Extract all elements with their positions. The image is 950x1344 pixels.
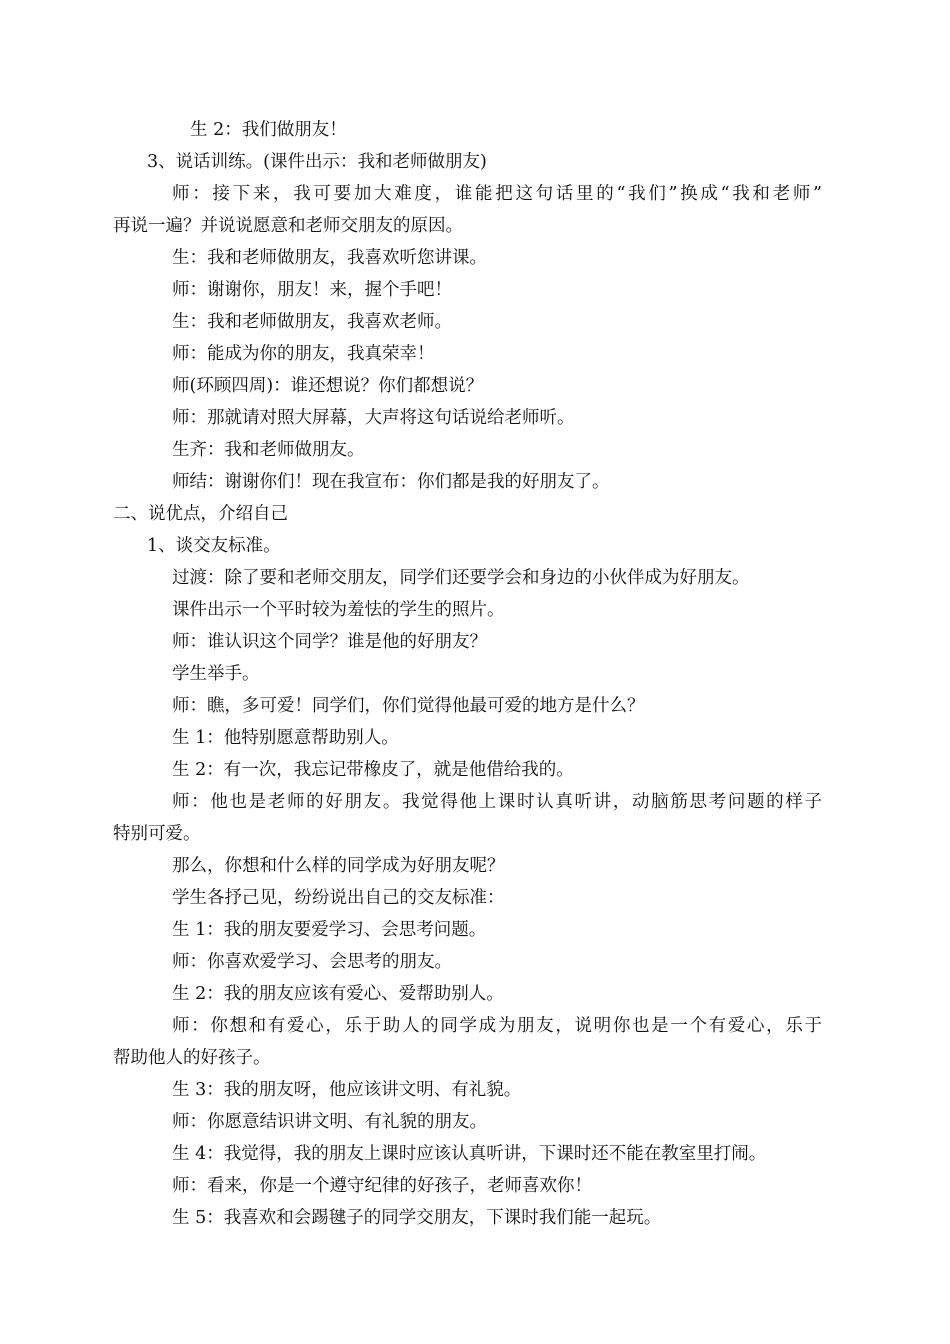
section-heading: 二、说优点，介绍自己 (113, 504, 288, 524)
text-line: 再说一遍？并说说愿意和老师交朋友的原因。 (113, 216, 463, 236)
text-line: 师：谁认识这个同学？谁是他的好朋友？ (172, 632, 487, 652)
text-line: 生 2：我们做朋友！ (190, 120, 347, 140)
text-line: 师(环顾四周)：谁还想说？你们都想说？ (172, 376, 484, 396)
subsection-heading: 1、谈交友标准。 (147, 536, 281, 556)
text-line: 生 1：我的朋友要爱学习、会思考问题。 (172, 920, 487, 940)
text-line: 帮助他人的好孩子。 (113, 1048, 271, 1068)
text-line: 生：我和老师做朋友，我喜欢听您讲课。 (172, 248, 487, 268)
text-line: 课件出示一个平时较为羞怯的学生的照片。 (172, 600, 505, 620)
text-line: 师：瞧，多可爱！同学们，你们觉得他最可爱的地方是什么？ (172, 696, 645, 716)
text-line: 师：你喜欢爱学习、会思考的朋友。 (172, 952, 452, 972)
text-line: 师：看来，你是一个遵守纪律的好孩子，老师喜欢你！ (172, 1176, 592, 1196)
text-line: 师：你想和有爱心，乐于助人的同学成为朋友，说明你也是一个有爱心，乐于 (172, 1016, 822, 1036)
text-line: 生 1：他特别愿意帮助别人。 (172, 728, 399, 748)
text-line: 师结：谢谢你们！现在我宣布：你们都是我的好朋友了。 (172, 472, 610, 492)
text-line: 那么，你想和什么样的同学成为好朋友呢？ (172, 856, 505, 876)
text-line: 生齐：我和老师做朋友。 (172, 440, 365, 460)
text-line: 生 2：有一次，我忘记带橡皮了，就是他借给我的。 (172, 760, 574, 780)
text-line: 生 5：我喜欢和会踢毽子的同学交朋友，下课时我们能一起玩。 (172, 1208, 662, 1228)
text-line: 生 2：我的朋友应该有爱心、爱帮助别人。 (172, 984, 504, 1004)
text-line: 生：我和老师做朋友，我喜欢老师。 (172, 312, 452, 332)
text-line: 过渡：除了要和老师交朋友，同学们还要学会和身边的小伙伴成为好朋友。 (172, 568, 750, 588)
text-line: 3、说话训练。(课件出示：我和老师做朋友) (147, 152, 487, 172)
text-line: 生 4：我觉得，我的朋友上课时应该认真听讲，下课时还不能在教室里打闹。 (172, 1144, 767, 1164)
text-line: 师：你愿意结识讲文明、有礼貌的朋友。 (172, 1112, 487, 1132)
text-line: 师：接下来，我可要加大难度，谁能把这句话里的“我们”换成“我和老师” (172, 184, 822, 204)
text-line: 学生举手。 (172, 664, 260, 684)
text-line: 师：能成为你的朋友，我真荣幸！ (172, 344, 435, 364)
text-line: 师：他也是老师的好朋友。我觉得他上课时认真听讲，动脑筋思考问题的样子 (172, 792, 822, 812)
text-line: 师：那就请对照大屏幕，大声将这句话说给老师听。 (172, 408, 575, 428)
text-line: 学生各抒己见，纷纷说出自己的交友标准： (172, 888, 505, 908)
text-line: 师：谢谢你，朋友！来，握个手吧！ (172, 280, 452, 300)
text-line: 生 3：我的朋友呀，他应该讲文明、有礼貌。 (172, 1080, 522, 1100)
text-line: 特别可爱。 (113, 824, 201, 844)
